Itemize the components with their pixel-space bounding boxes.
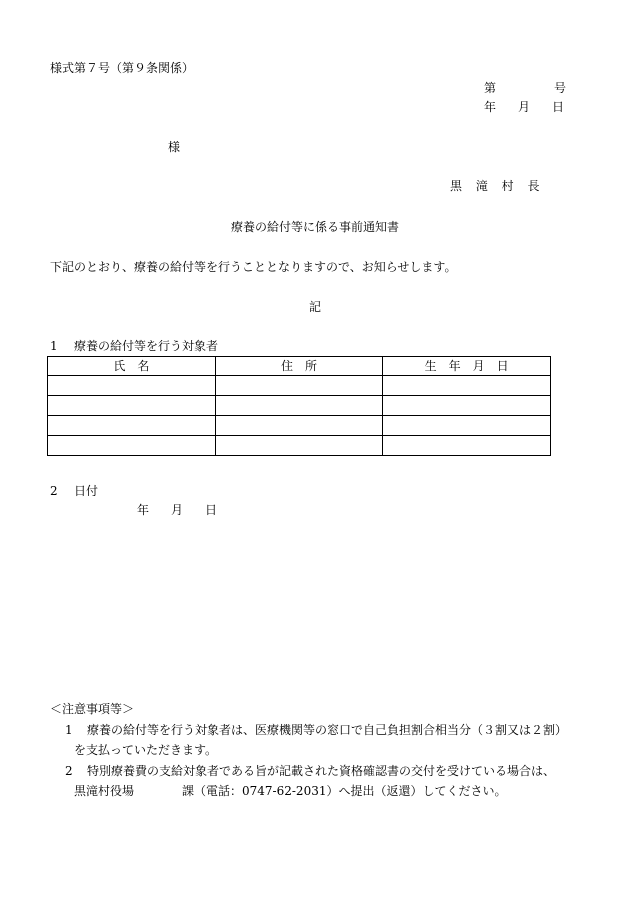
note-2-contact: 課（電話：0747-62-2031）へ提出（返還）してください。: [182, 784, 507, 798]
target-person-table: [47, 356, 551, 456]
form-number: 様式第７号（第９条関係）: [50, 61, 195, 75]
cell-birthdate[interactable]: [383, 436, 551, 456]
note-1-number: 1: [65, 723, 73, 737]
cell-address[interactable]: [215, 376, 383, 396]
table-row: [48, 396, 551, 416]
cell-address[interactable]: [215, 396, 383, 416]
note-2-number: 2: [65, 764, 73, 778]
note-2-text: 特別療養費の支給対象者である旨が記載された資格確認書の交付を受けている場合は、: [87, 764, 556, 778]
cell-name[interactable]: [48, 436, 216, 456]
section2-heading: [50, 484, 98, 498]
document-number-line: [484, 81, 566, 95]
issue-date-line: [484, 100, 564, 114]
cell-address[interactable]: [215, 436, 383, 456]
notes-heading: ＜注意事項等＞: [50, 702, 135, 716]
section1-heading: [50, 339, 218, 353]
issue-day: 日: [552, 100, 565, 114]
ki-heading: 記: [308, 300, 321, 314]
cell-birthdate[interactable]: [383, 376, 551, 396]
section2-date-line: [137, 503, 217, 517]
note-1-text: 療養の給付等を行う対象者は、医療機関等の窓口で自己負担割合相当分（３割又は２割）: [87, 723, 568, 737]
section2-year: 年: [137, 503, 150, 517]
section1-title: 療養の給付等を行う対象者: [74, 339, 219, 353]
cell-address[interactable]: [215, 416, 383, 436]
number-suffix: 号: [554, 81, 567, 95]
note-2-line1: [65, 764, 555, 778]
cell-birthdate[interactable]: [383, 416, 551, 436]
table-row: [48, 376, 551, 396]
cell-birthdate[interactable]: [383, 396, 551, 416]
sender-name: 黒 滝 村 長: [450, 179, 545, 193]
section2-title: 日付: [74, 484, 99, 498]
number-prefix: 第: [484, 81, 497, 95]
column-address: 住 所: [215, 357, 383, 376]
note-1-line1: [65, 723, 567, 737]
table-row: [48, 416, 551, 436]
cell-name[interactable]: [48, 416, 216, 436]
column-name: 氏 名: [48, 357, 216, 376]
section2-number: 2: [50, 484, 58, 498]
intro-text: 下記のとおり、療養の給付等を行うこととなりますので、お知らせします。: [50, 260, 457, 274]
note-1-line2: を支払っていただきます。: [74, 743, 218, 757]
column-birthdate: 生 年 月 日: [383, 357, 551, 376]
document-title: 療養の給付等に係る事前通知書: [230, 220, 399, 234]
table-header-row: [48, 357, 551, 376]
issue-month: 月: [518, 100, 531, 114]
section1-number: 1: [50, 339, 58, 353]
section2-day: 日: [205, 503, 218, 517]
addressee-suffix: 様: [168, 140, 181, 154]
issue-year: 年: [484, 100, 497, 114]
note-2-line2: [74, 784, 506, 798]
note-2-office: 黒滝村役場: [74, 784, 135, 798]
cell-name[interactable]: [48, 396, 216, 416]
cell-name[interactable]: [48, 376, 216, 396]
table-row: [48, 436, 551, 456]
section2-month: 月: [171, 503, 184, 517]
